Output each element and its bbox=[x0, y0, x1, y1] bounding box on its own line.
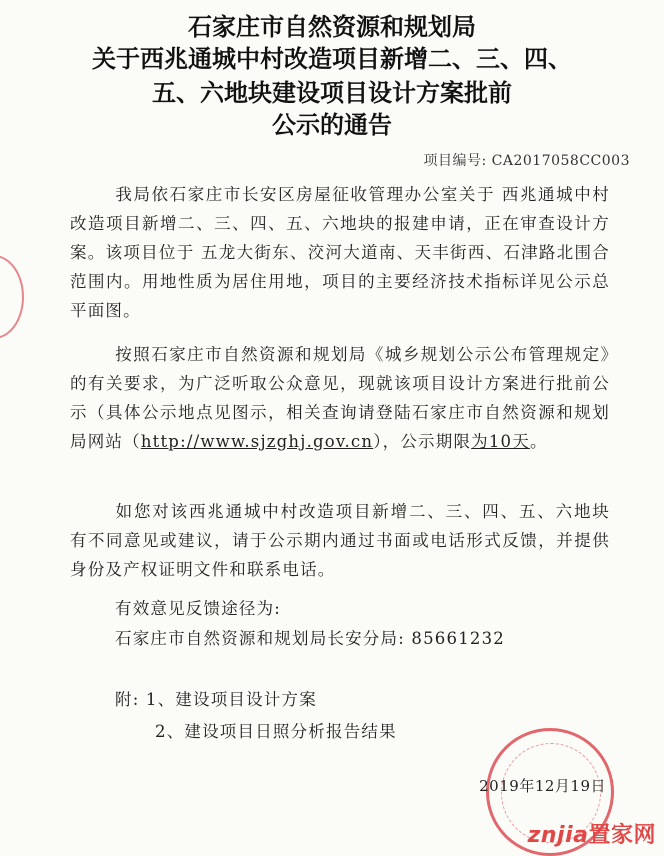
site-watermark bbox=[528, 818, 656, 849]
project-number: 项目编号: CA2017058CC003 bbox=[423, 153, 630, 169]
attachment-2: 2、建设项目日照分析报告结果 bbox=[155, 722, 397, 741]
feedback-channel-label: 有效意见反馈途径为: bbox=[115, 599, 282, 618]
issue-date: 2019年12月19日 bbox=[479, 777, 606, 795]
title-line-1: 石家庄市自然资源和规划局 bbox=[188, 13, 476, 41]
paragraph-3-text: 如您对该西兆通城中村改造项目新增二、三、四、五、六地块有不同意见或建议，请于公示期内通过书面或电话形式反馈，并提供身份及产权证明文件和联系电话。 bbox=[70, 502, 610, 579]
paragraph-2-tail: ），公示期限 bbox=[373, 432, 472, 451]
paragraph-2-text: 按照石家庄市自然资源和规划局《城乡规划公示公布管理规定》的有关要求，为广泛听取公众意见，现就该项目设计方案进行批前公示（具体公示地点见图示，相关查询请登陆石家庄市自然资源和规划局网站（ bbox=[70, 345, 610, 451]
title-line-2: 关于西兆通城中村改造项目新增二、三、四、 bbox=[92, 45, 572, 73]
website-link[interactable]: http://www.sjzghj.gov.cn bbox=[140, 432, 374, 451]
title-line-4: 公示的通告 bbox=[272, 111, 392, 139]
paragraph-2-end: 。 bbox=[529, 432, 548, 451]
attachment-1: 附: 1、建设项目设计方案 bbox=[115, 690, 317, 709]
paragraph-application bbox=[70, 180, 610, 325]
watermark-latin: znjia bbox=[527, 823, 589, 848]
paragraph-feedback bbox=[70, 497, 610, 584]
feedback-phone: 石家庄市自然资源和规划局长安分局: 85661232 bbox=[115, 629, 505, 648]
title-line-3: 五、六地块建设项目设计方案批前 bbox=[152, 79, 512, 107]
watermark-chinese: 置家网 bbox=[588, 823, 656, 848]
paragraph-publicity bbox=[70, 340, 610, 456]
paragraph-1-text: 我局依石家庄市长安区房屋征收管理办公室关于 西兆通城中村改造项目新增二、三、四、五、六地块的报建申请，正在审查设计方案。该项目位于 五龙大街东、洨河大道南、天丰街西、石津路北围合范围内。用地性质为居住用地，项目的主要经济技术指标详见公示总平面图。 bbox=[70, 185, 610, 320]
left-seal-stamp bbox=[0, 255, 24, 339]
publicity-period: 为10天 bbox=[471, 432, 530, 451]
